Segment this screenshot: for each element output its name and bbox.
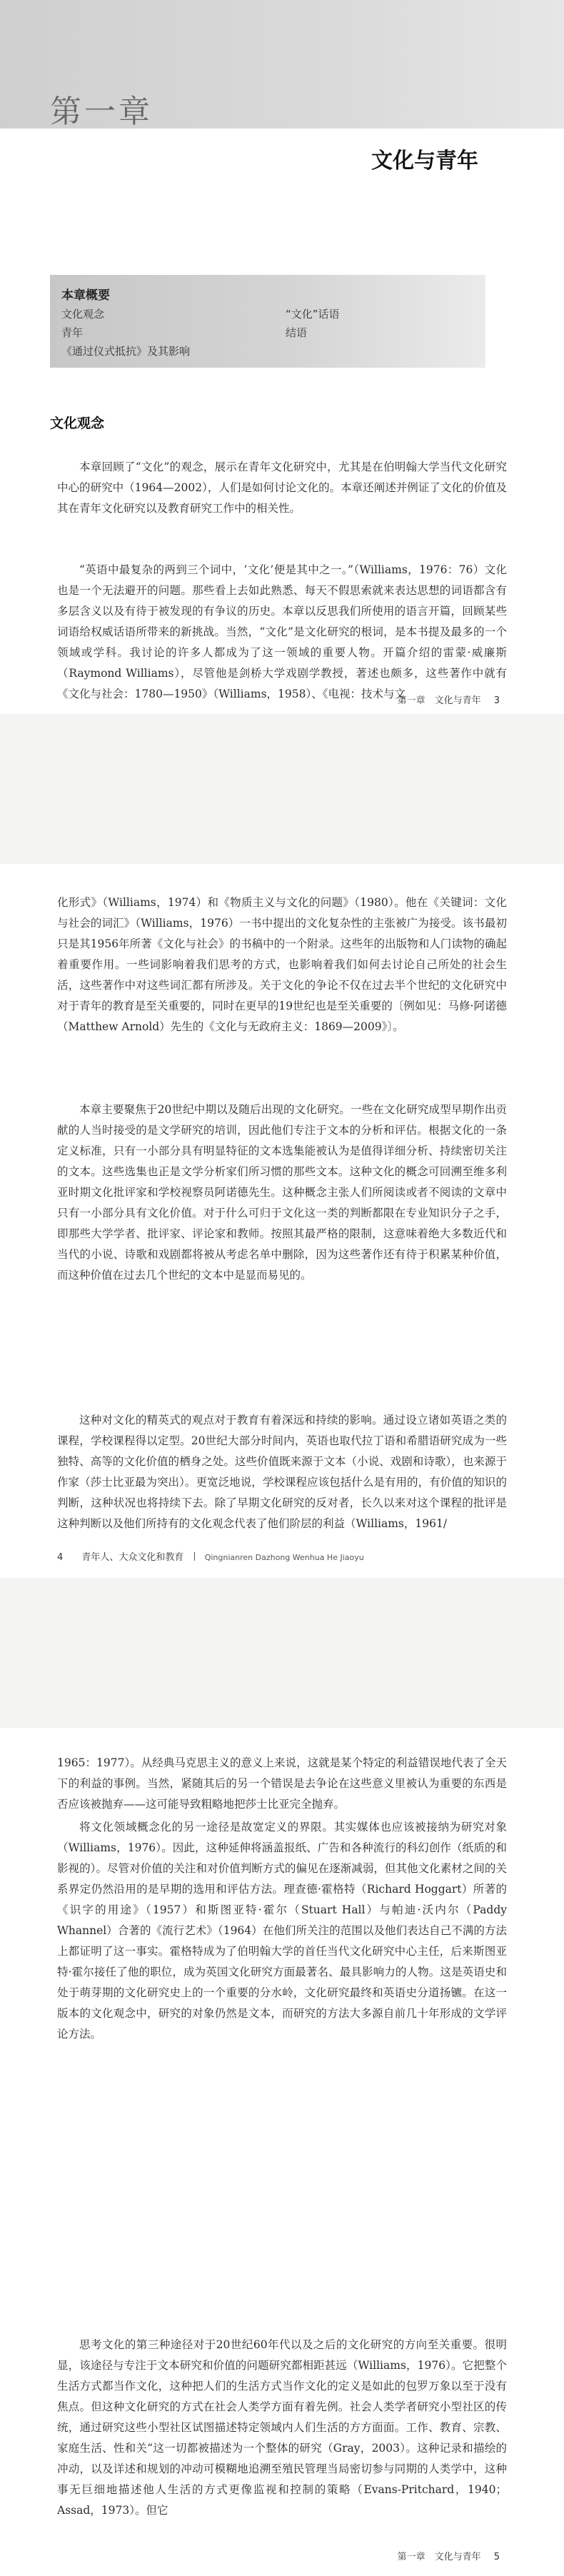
chapter-number: 第一章 (50, 94, 153, 130)
page-number: 4 (57, 1552, 64, 1563)
body-paragraph: “英语中最复杂的两到三个词中，‘文化’便是其中之一。”（Williams，1976：76）文化也是一个无法避开的问题。那些看上去如此熟悉、每天不假思索就来表达思想的词语都含有多层含义以及有待于被发现的有争议的历史。本章以反思我们所使用的语言开篇，回顾某些词语给权威话语所带来的新挑战。当然，“文化”是文化研究的根词，是本书提及最多的一个领域或学科。我讨论的许多人都成为了这一领域的重要人物。开篇介绍的雷蒙·威廉斯（Raymond Williams），尽管他是剑桥大学戏剧学教授，著述也颇多，这些著作中就有《文化与社会：1780—1950》（Williams，1958）、《电视：技术与文 (57, 563, 507, 700)
chapter-summary-box (50, 275, 485, 368)
section-heading: 文化观念 (50, 416, 105, 431)
body-paragraph: 思考文化的第三种途径对于20世纪60年代以及之后的文化研究的方向至关重要。很明显，该途径与专注于文本研究和价值的问题研究都相距甚远（Williams，1976）。它把整个生活方式都当作文化，这种把人们的生活方式当作文化的定义是如此的包罗万象以至于没有焦点。但这种文化研究的方式在社会人类学方面有着先例。社会人类学者研究小型社区的传统，通过研究这些小型社区试图描述特定领域内人们生活的方方面面。工作、教育、宗教、家庭生活、性和关“这一切都被描述为一个整体的研究（Gray，2003）。这种记录和描绘的冲动，以及详述和规划的冲动可模糊地追溯至殖民管理当局密切参与同期的人类学中，这种事无巨细地描述他人生活的方式更像监视和控制的策略（Evans-Pritchard，1940；Assad，1973）。但它 (57, 2338, 507, 2517)
chapter-title: 文化与青年 (371, 149, 478, 173)
page-gap (0, 714, 564, 864)
body-paragraph: 本章回顾了“文化”的观念，展示在青年文化研究中，尤其是在伯明翰大学当代文化研究中心的研究中（1964—2002），人们是如何讨论文化的。本章还阐述并例证了文化的价值及其在青年文化研究以及教育研究工作中的相关性。 (57, 461, 507, 515)
footer-title: 第一章 文化与青年 (397, 695, 481, 706)
body-paragraph: 化形式》（Williams，1974）和《物质主义与文化的问题》（1980）。他在《关键词：文化与社会的词汇》（Williams，1976）一书中提出的文化复杂性的主张被广为接受。该书最初只是其1956年所著《文化与社会》的书稿中的一个附录。这些年的出版物和人门读物的确起着重要作用。一些词影响着我们思考的方式，也影响着我们如何去讨论自己所处的社会生活，这些著作中对这些词汇都有所涉及。关于文化的争论不仅在过去半个世纪的文化研究中对于青年的教育是至关重要的，同时在更早的19世纪也是至关重要的〔例如见：马修·阿诺德（Matthew Arnold）先生的《文化与无政府主义：1869—2009》〕。 (57, 896, 507, 1033)
book-page-4 (0, 864, 564, 1578)
footer-title: 青年人、大众文化和教育 (81, 1552, 184, 1563)
summary-item: “文化”话语 (286, 308, 340, 321)
body-paragraph: 1965：1977）。从经典马克思主义的意义上来说，这就是某个特定的利益错误地代表了全天下的利益的事例。当然，紧随其后的另一个错误是去争论在这些意义里被认为重要的东西是否应该被抛弃——这可能导致粗略地把莎士比亚完全抛弃。 (57, 1756, 507, 1811)
page-footer (398, 2549, 500, 2562)
footer-divider (194, 1552, 195, 1561)
footer-pinyin: Qingnianren Dazhong Wenhua He Jiaoyu (204, 1553, 364, 1562)
page-footer (398, 693, 500, 706)
summary-item: 《通过仪式抵抗》及其影响 (61, 345, 191, 358)
summary-item: 文化观念 (61, 308, 105, 321)
body-paragraph: 本章主要聚焦于20世纪中期以及随后出现的文化研究。一些在文化研究成型早期作出贡献的人当时接受的是文学研究的培训，因此他们专注于文本的分析和评估。根据文化的一条定义标准，只有一小部分具有明显特征的文本选集能被认为是值得详细分析、持续密切关注的文本。这些选集也正是文学分析家们所习惯的那些文本。这种文化的概念可回溯至维多利亚时期文化批评家和学校视察员阿诺德先生。这种概念主张人们所阅读或者不阅读的文章中只有一小部分具有文化价值。对于什么可归于文化这一类的判断都限在专业知识分子之手，即那些大学学者、批评家、评论家和教师。按照其最严格的限制，这意味着绝大多数近代和当代的小说、诗歌和戏剧都将被从考虑名单中删除，因为这些著作还有待于积累某种价值，而这种价值在过去几个世纪的文本中是显而易见的。 (57, 1103, 507, 1282)
body-paragraph: 将文化领域概念化的另一途径是故宽定义的界限。其实媒体也应该被接纳为研究对象（Williams，1976）。因此，这种延伸将涵盖报纸、广告和各种流行的科幻创作（纸质的和影视的）。尽管对价值的关注和对价值判断方式的偏见在逐渐减弱，但其他文化素材之间的关系界定仍然沿用的是早期的选用和评估方法。理查德·霍格特（Richard Hoggart）所著的《识字的用途》（1957）和斯图亚特·霍尔（Stuart Hall）与帕迪·沃内尔（Paddy Whannel）合著的《流行艺术》（1964）在他们所关注的范围以及他们表达自己不满的方法上都证明了这一事实。霍格特成为了伯明翰大学的首任当代文化研究中心主任，后来斯图亚特·霍尔接任了他的职位，成为英国文化研究方面最著名、最具影响力的人物。这是英语史和处于萌芽期的文化研究史上的一个重要的分水岭，文化研究最终和英语史分道扬镳。在这一版本的文化观念中，研究的对象仍然是文本，而研究的方法大多源自前几十年形成的文学评论方法。 (57, 1821, 507, 2041)
summary-heading: 本章概要 (61, 288, 110, 303)
summary-item: 青年 (61, 326, 84, 339)
footer-title: 第一章 文化与青年 (397, 2552, 481, 2562)
summary-item: 结语 (286, 326, 308, 339)
book-page-3 (0, 0, 564, 714)
page-number: 5 (493, 2552, 500, 2562)
page-number: 3 (493, 695, 500, 706)
page-gap (0, 1578, 564, 1728)
body-paragraph: 这种对文化的精英式的观点对于教育有着深远和持续的影响。通过设立诸如英语之类的课程，学校课程得以定型。20世纪大部分时间内，英语也取代拉丁语和希腊语研究成为一些独特、高等的文化价值的栖身之处。这些价值既来源于文本（小说、戏剧和诗歌），也来源于作家（莎士比亚最为突出）。更宽泛地说，学校课程应该包括什么是有用的，有价值的知识的判断，这种状况也将持续下去。除了早期文化研究的反对者，长久以来对这个课程的批评是这种判断以及他们所持有的文化观念代表了他们阶层的利益（Williams，1961/ (57, 1414, 507, 1530)
page-footer (57, 1549, 364, 1563)
book-page-5 (0, 1728, 564, 2576)
